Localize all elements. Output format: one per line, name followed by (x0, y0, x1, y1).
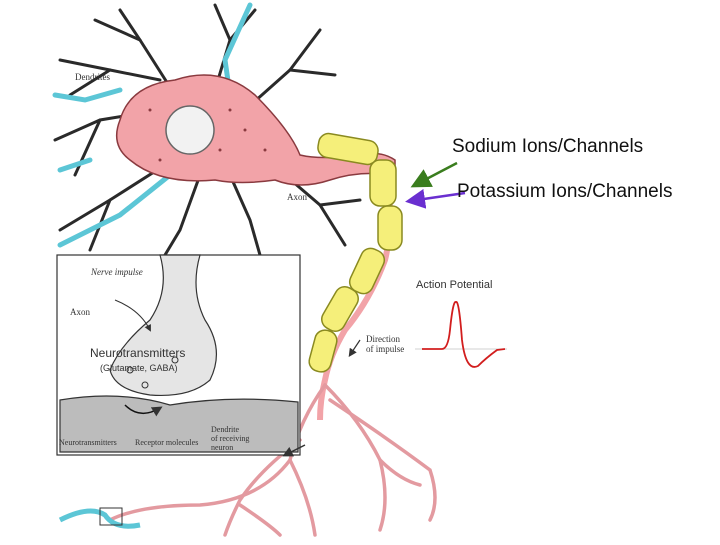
inset-axon-label: Axon (70, 307, 90, 317)
dendrites-label: Dendrites (75, 72, 110, 82)
neurotransmitters-label: Neurotransmitters (90, 346, 186, 360)
direction-label (366, 334, 404, 355)
direction-line-2: of impulse (366, 344, 405, 355)
axon-label: Axon (287, 192, 307, 202)
sodium-arrow (415, 163, 457, 185)
nerve-impulse-label: Nerve impulse (91, 267, 143, 277)
action-potential-graph (415, 302, 507, 367)
direction-line-1: Direction (366, 334, 400, 344)
inset-neurotransmitters-label: Neurotransmitters (59, 438, 117, 447)
nucleus (166, 106, 214, 154)
glutamate-gaba-label: (Glutamate, GABA) (100, 363, 178, 373)
receptor-molecules-label: Receptor molecules (135, 438, 199, 447)
dendrite-line-2: of receiving (211, 434, 250, 444)
action-potential-label: Action Potential (416, 279, 493, 291)
dendrite-line-1: Dendrite (211, 425, 239, 434)
potassium-label: Potassium Ions/Channels (457, 181, 673, 202)
cell-body (117, 75, 395, 185)
dendrite-line-3: neuron (211, 443, 234, 453)
receiving-dendrite-label (211, 425, 249, 453)
sodium-label: Sodium Ions/Channels (452, 136, 644, 157)
